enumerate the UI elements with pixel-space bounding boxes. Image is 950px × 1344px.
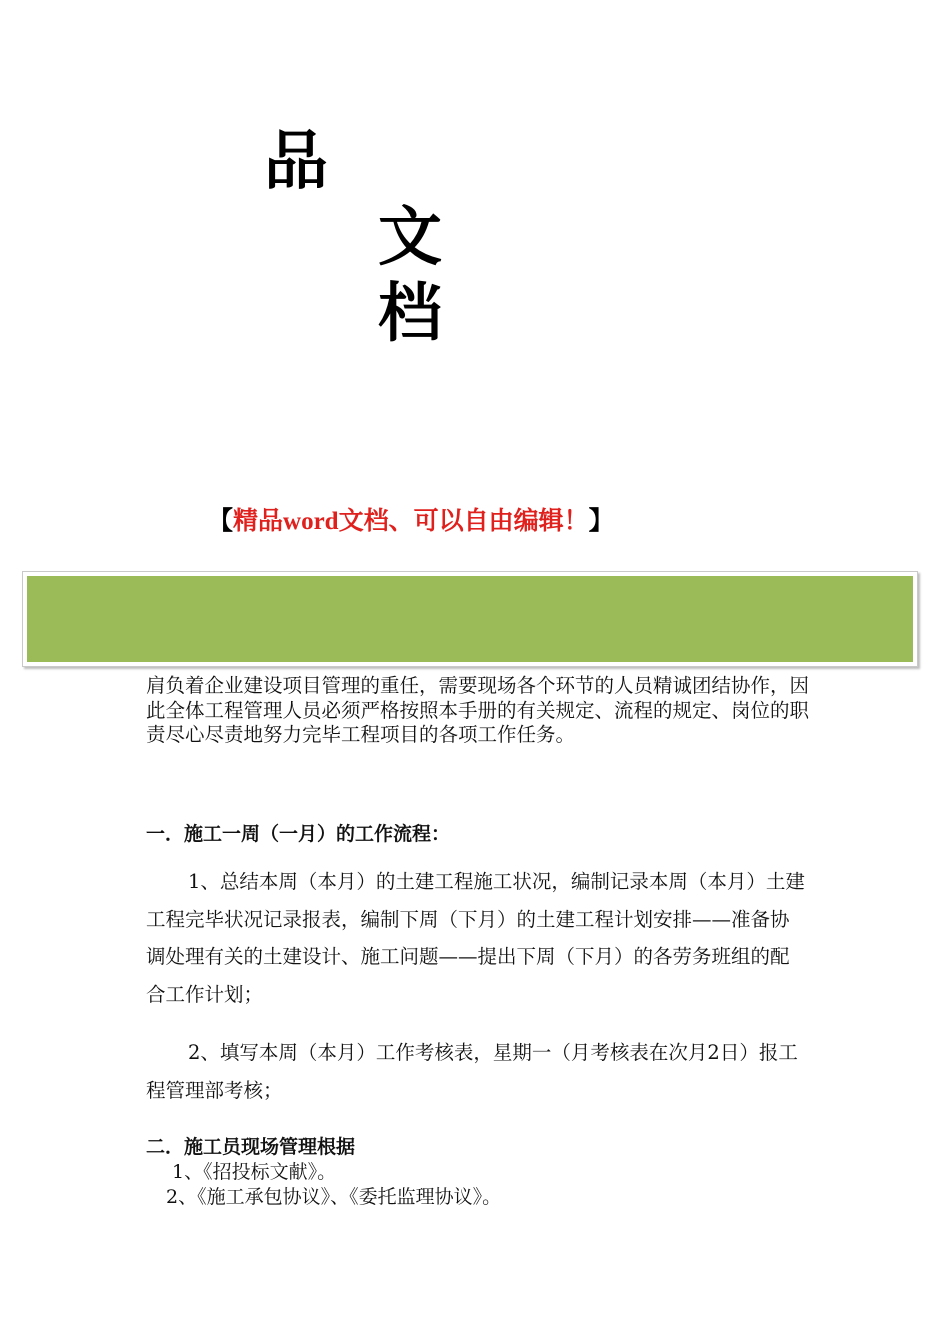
basis-item-1: 1、《招投标文献》。	[172, 1161, 337, 1183]
promo-open-bracket: 【	[208, 508, 234, 535]
green-banner-fill	[27, 576, 913, 662]
promo-message: 精品word文档、可以自由编辑！	[233, 508, 589, 535]
intro-paragraph: 肩负着企业建设项目管理的重任，需要现场各个环节的人员精诚团结协作，因此全体工程管理人员必须严格按照本手册的有关规定、流程的规定、岗位的职责尽心尽责地努力完毕工程项目的各项工作任务。	[146, 674, 810, 746]
workflow-item-1: 1、总结本周（本月）的土建工程施工状况，编制记录本周（本月）土建工程完毕状况记录报表，编制下周（下月）的土建工程计划安排——准备协调处理有关的土建设计、施工问题——提出下周（下月）的各劳务班组的配合工作计划；	[146, 870, 805, 1006]
section-heading-basis: 二．施工员现场管理根据	[146, 1136, 356, 1158]
title-char-pin: 品	[264, 125, 328, 199]
basis-item-2: 2、《施工承包协议》、《委托监理协议》。	[166, 1186, 502, 1208]
title-char-wen: 文	[378, 201, 442, 275]
promo-line	[208, 506, 614, 538]
workflow-item-2: 2、填写本周（本月）工作考核表，星期一（月考核表在次月2日）报工程管理部考核；	[146, 1041, 798, 1102]
green-banner	[22, 571, 918, 667]
title-char-dang: 档	[378, 277, 442, 351]
promo-close-bracket: 】	[588, 508, 614, 535]
section-heading-workflow: 一．施工一周（一月）的工作流程：	[146, 823, 451, 845]
